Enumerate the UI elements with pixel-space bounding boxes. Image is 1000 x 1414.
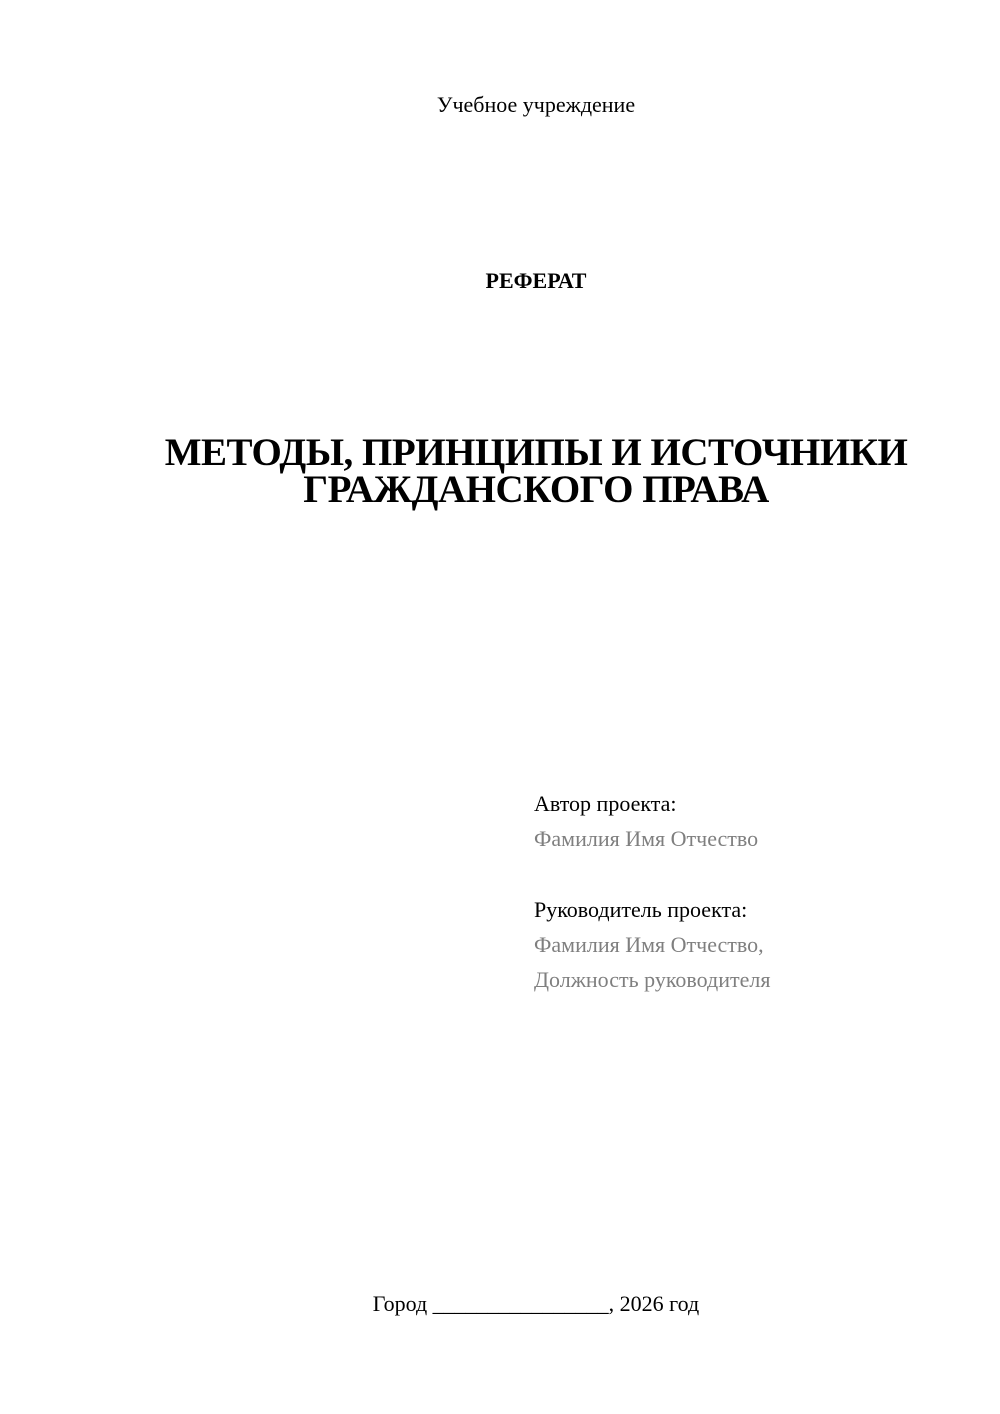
document-title: [160, 431, 912, 511]
author-block: [534, 786, 758, 856]
author-name: Фамилия Имя Отчество: [534, 826, 759, 851]
supervisor-name: Фамилия Имя Отчество,: [534, 932, 764, 957]
author-label: Автор проекта:: [534, 791, 677, 816]
title-line-1: МЕТОДЫ, ПРИНЦИПЫ И ИСТОЧНИКИ: [164, 431, 908, 474]
institution: Учебное учреждение: [436, 92, 636, 117]
title-line-2: ГРАЖДАНСКОГО ПРАВА: [303, 468, 769, 511]
document-type: РЕФЕРАТ: [485, 268, 587, 293]
city-year-footer: Город ________________, 2026 год: [372, 1291, 700, 1316]
supervisor-label: Руководитель проекта:: [534, 897, 748, 922]
supervisor-block: [534, 892, 770, 997]
supervisor-position: Должность руководителя: [534, 967, 771, 992]
